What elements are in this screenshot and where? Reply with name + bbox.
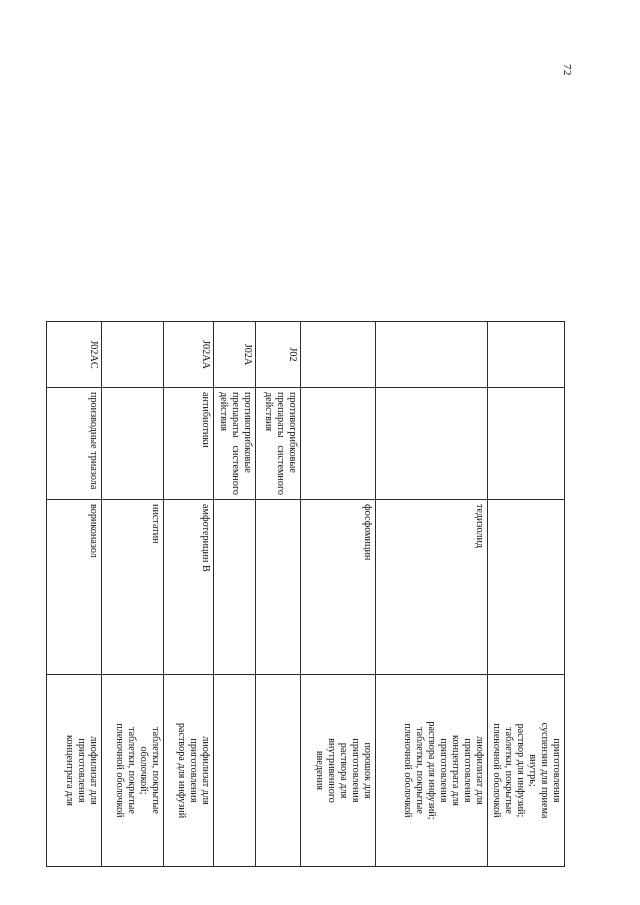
atc-code-cell: J02A xyxy=(213,322,255,388)
atc-code-cell: J02AC xyxy=(46,322,101,388)
medicine-cell: амфотерицин В xyxy=(163,500,213,675)
table-row xyxy=(375,322,487,867)
group-cell: противогрибковые препараты системного действия xyxy=(255,388,300,500)
page-number: 72 xyxy=(561,64,573,76)
table-row xyxy=(101,322,163,867)
medicine-cell: нистатин xyxy=(101,500,163,675)
medicine-cell xyxy=(487,500,564,675)
table-row xyxy=(46,322,101,867)
table-row xyxy=(213,322,255,867)
rotated-table-area xyxy=(52,321,565,866)
dosage-form-cell xyxy=(213,675,255,867)
table-row xyxy=(300,322,375,867)
dosage-form-cell: таблетки, покрытые оболочкой; таблетки, покрытые пленочной оболочкой xyxy=(101,675,163,867)
medication-table xyxy=(46,321,565,867)
dosage-form-cell: лиофилизат для приготовления концентрата для приготовления раствора для инфузий; таблетки, покрытые пленочной оболочкой xyxy=(375,675,487,867)
medicine-cell: фосфомицин xyxy=(300,500,375,675)
atc-code-cell: J02AA xyxy=(163,322,213,388)
atc-code-cell xyxy=(101,322,163,388)
group-cell xyxy=(300,388,375,500)
group-cell xyxy=(101,388,163,500)
group-cell xyxy=(487,388,564,500)
table-row xyxy=(163,322,213,867)
atc-code-cell: J02 xyxy=(255,322,300,388)
medicine-cell xyxy=(255,500,300,675)
atc-code-cell xyxy=(300,322,375,388)
dosage-form-cell xyxy=(255,675,300,867)
group-cell: производные триазола xyxy=(46,388,101,500)
group-cell: антибиотики xyxy=(163,388,213,500)
medicine-cell xyxy=(213,500,255,675)
dosage-form-cell: приготовления суспензии для приема внутрь; раствор для инфузий; таблетки, покрытые пленочной оболочкой xyxy=(487,675,564,867)
dosage-form-cell: лиофилизат для приготовления раствора для инфузий xyxy=(163,675,213,867)
table-row xyxy=(487,322,564,867)
medicine-cell: тедизолид xyxy=(375,500,487,675)
atc-code-cell xyxy=(487,322,564,388)
dosage-form-cell: лиофилизат для приготовления концентрата для xyxy=(46,675,101,867)
medicine-cell: вориконазол xyxy=(46,500,101,675)
table-row xyxy=(255,322,300,867)
group-cell: противогрибковые препараты системного действия xyxy=(213,388,255,500)
dosage-form-cell: порошок для приготовления раствора для внутривенного введения xyxy=(300,675,375,867)
group-cell xyxy=(375,388,487,500)
atc-code-cell xyxy=(375,322,487,388)
